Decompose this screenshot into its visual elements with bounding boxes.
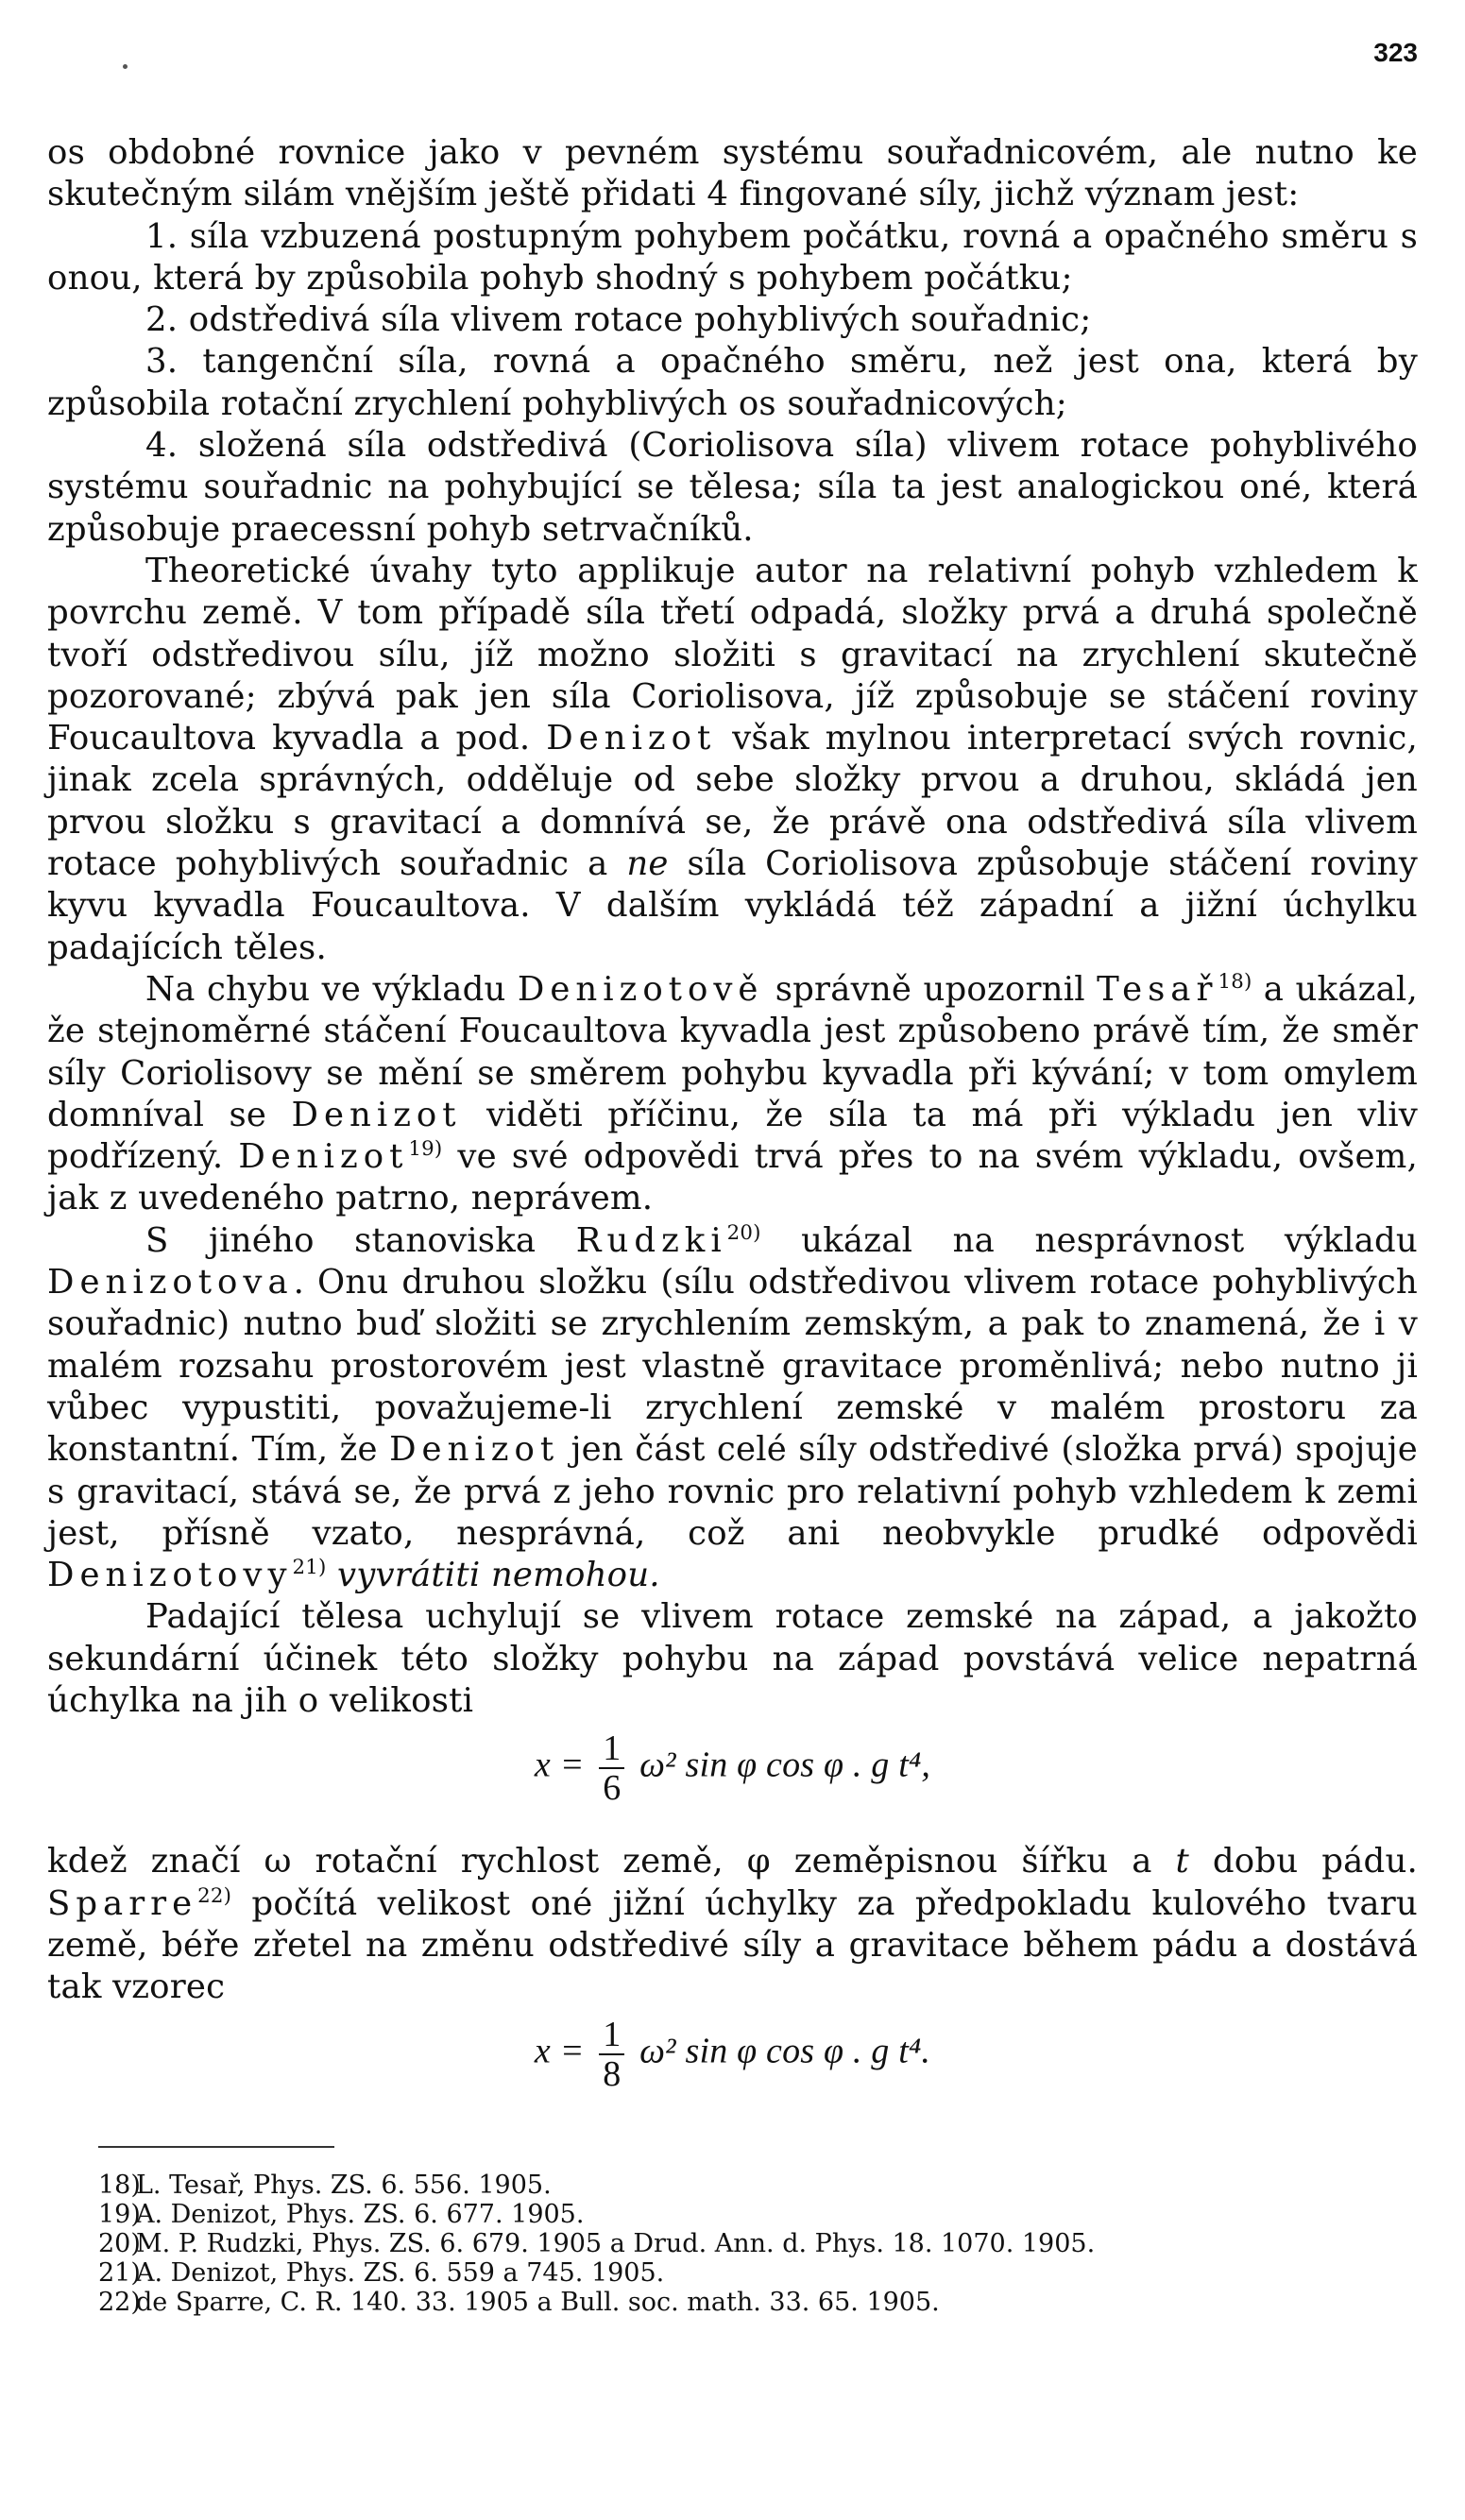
text-span: počítá velikost oné jižní úchylky za předpokladu kulového tvaru země, béře zřetel na změnu odstředivé síly a gravitace během pádu a dostává tak vzorec [47, 1883, 1418, 2007]
footnote-ref[interactable]: 22) [197, 1883, 232, 1908]
footnote-ref[interactable]: 18) [1218, 970, 1252, 995]
text-span: ve své odpovědi trvá přes to na svém výkladu, ovšem, jak z uvedeného patrno, neprávem. [47, 1137, 1418, 1218]
footnote-text: M. P. Rudzki, Phys. ZS. 6. 679. 1905 a Drud. Ann. d. Phys. 18. 1070. 1905. [136, 2229, 1096, 2258]
equation-rhs: ω² sin φ cos φ . g t⁴. [639, 2032, 931, 2072]
page-number: 323 [1373, 38, 1418, 67]
footnote-ref[interactable]: 19) [408, 1137, 443, 1162]
paragraph-tesar [47, 969, 1418, 1220]
list-item-2: 2. odstředivá síla vlivem rotace pohyblivých souřadnic; [145, 300, 1092, 340]
fraction-numerator: 1 [599, 1729, 624, 1769]
text-span: S jiného stanoviska [145, 1220, 537, 1260]
text-span: a ukázal, že stejnoměrné stáčení Foucaultova kyvadla jest způsobeno právě tím, že směr síly Coriolisovy se mění se směrem pohybu kyvadla při kývání; v tom omylem domníval se [47, 969, 1418, 1134]
fraction-numerator: 1 [599, 2016, 624, 2055]
paragraph-falling: Padající tělesa uchylují se vlivem rotace zemské na západ, a jakožto sekundární účinek této složky pohybu na západ povstává velice nepatrná úchylka na jih o velikosti [47, 1597, 1418, 1720]
author-name: Denizot [291, 1095, 462, 1134]
author-name: Denizotovy [47, 1556, 293, 1595]
footnote-mark: 18) [98, 2171, 141, 2200]
text-span: síla Coriolisova způsobuje stáčení roviny kyvu kyvadla Foucaultova. V dalším vykládá též západní a jižní úchylku padajících těles. [47, 844, 1418, 967]
fraction-denominator: 6 [603, 1768, 622, 1809]
footnote-text: L. Tesař, Phys. ZS. 6. 556. 1905. [136, 2171, 552, 2200]
text-span: viděti příčinu, že síla ta má při výkladu jen vliv podřízený. [47, 1095, 1419, 1177]
fraction-denominator: 8 [603, 2054, 622, 2095]
paragraph-sparre [47, 1841, 1418, 2008]
equation-2 [47, 2016, 1418, 2114]
footnote-mark: 21) [98, 2258, 141, 2288]
list-item-1: 1. síla vzbuzená postupným pohybem počátku, rovná a opačného směru s onou, která by způsobila pohyb shodný s pohybem počátku; [47, 216, 1418, 298]
equation-lhs: x = [534, 2032, 585, 2072]
text-span: . Onu druhou složku (sílu odstředivou vlivem rotace pohyblivých souřadnic) nutno buď složiti se zrychlením zemským, a pak to znamená, že i v malém rozsahu prostorovém jest vlastně gravitace proměnlivá; nebo nutno ji vůbec vypustiti, považujeme-li zrychlení zemské v malém prostoru za konstantní. Tím, že [47, 1263, 1418, 1470]
paragraph-intro: os obdobné rovnice jako v pevném systému souřadnicovém, ale nutno ke skutečným silám vnějším ještě přidati 4 fingované síly, jichž význam jest: [47, 133, 1418, 214]
footnote-ref-number: 19 [408, 1137, 434, 1162]
text-span: dobu pádu. [1212, 1842, 1418, 1881]
author-name: Tesař [1097, 969, 1218, 1009]
fraction [599, 2016, 624, 2093]
footnote-item [98, 2171, 1421, 2200]
footnote-text: A. Denizot, Phys. ZS. 6. 677. 1905. [136, 2200, 585, 2229]
author-name: Denizot [546, 719, 717, 758]
footnote-ref[interactable]: 21) [292, 1556, 327, 1580]
text-span: správně upozornil [775, 969, 1085, 1009]
emphasis: ne [626, 844, 669, 884]
footnote-ref-number: 22 [197, 1883, 224, 1908]
author-name: Denizot [238, 1137, 409, 1177]
paragraph-theory [47, 551, 1418, 969]
footnote-ref[interactable]: 20) [726, 1220, 761, 1245]
footnote-divider [98, 2146, 334, 2148]
footnotes [98, 2171, 1421, 2317]
text-span: jen část celé síly odstředivé (složka prvá) spojuje s gravitací, stává se, že prvá z jeho rovnic pro relativní pohyb vzhledem k zemi jest, přísně vzato, nesprávná, což ani neobvykle prudké odpovědi [47, 1430, 1418, 1553]
list-item-4: 4. složená síla odstředivá (Coriolisova síla) vlivem rotace pohyblivého systému souřadnic na pohybující se tělesa; síla ta jest analogickou oné, která způsobuje praecessní pohyb setrvačníků. [47, 426, 1418, 549]
footnote-item [98, 2200, 1421, 2229]
text-span: Na chybu ve výkladu [145, 969, 506, 1009]
text-span: Theoretické úvahy tyto applikuje autor na relativní pohyb vzhledem k povrchu země. V tom případě síla třetí odpadá, složky prvá a druhá společně tvoří odstředivou sílu, jíž možno složiti s gravitací na zrychlení skutečně pozorované; zbývá pak jen síla Coriolisova, jíž způsobuje se stáčení roviny Foucaultova kyvadla a pod. [47, 551, 1418, 758]
footnote-item [98, 2229, 1421, 2258]
text-span: vyvrátiti nemohou. [337, 1556, 660, 1595]
footnote-mark: 19) [98, 2200, 141, 2229]
text-span: však mylnou interpretací svých rovnic, jinak zcela správných, odděluje od sebe složky prvou a druhou, skládá jen prvou složku s gravitací a domnívá se, že právě ona odstředivá síla vlivem rotace pohyblivých souřadnic a [47, 719, 1418, 884]
body-text [47, 132, 1418, 2127]
footnote-mark: 20) [98, 2229, 141, 2258]
text-span: ukázal na nesprávnost výkladu [801, 1220, 1418, 1260]
footnote-item [98, 2288, 1421, 2317]
author-name: Denizot [389, 1430, 560, 1470]
print-speck [123, 64, 128, 69]
paragraph-rudzki [47, 1220, 1418, 1597]
author-name: Denizotově [517, 969, 764, 1009]
footnote-ref-number: 21 [292, 1556, 319, 1580]
text-span: kdež značí ω rotační rychlost země, φ zeměpisnou šířku a [47, 1842, 1152, 1881]
author-name: Rudzki [575, 1220, 727, 1260]
footnote-ref-number: 20 [726, 1220, 754, 1245]
author-name: Denizotova [47, 1263, 294, 1303]
list-item-3: 3. tangenční síla, rovná a opačného směru, než jest ona, která by způsobila rotační zrychlení pohyblivých os souřadnicových; [47, 342, 1418, 423]
equation-lhs: x = [534, 1745, 585, 1785]
fraction [599, 1729, 624, 1807]
footnote-mark: 22) [98, 2288, 141, 2317]
footnote-item [98, 2258, 1421, 2288]
emphasis: t [1175, 1842, 1189, 1881]
equation-1 [47, 1729, 1418, 1828]
footnote-text: A. Denizot, Phys. ZS. 6. 559 a 745. 1905. [136, 2258, 665, 2288]
footnote-ref-number: 18 [1218, 970, 1244, 995]
footnote-text: de Sparre, C. R. 140. 33. 1905 a Bull. soc. math. 33. 65. 1905. [136, 2288, 940, 2317]
equation-rhs: ω² sin φ cos φ . g t⁴, [639, 1745, 931, 1785]
author-name: Sparre [47, 1883, 198, 1923]
